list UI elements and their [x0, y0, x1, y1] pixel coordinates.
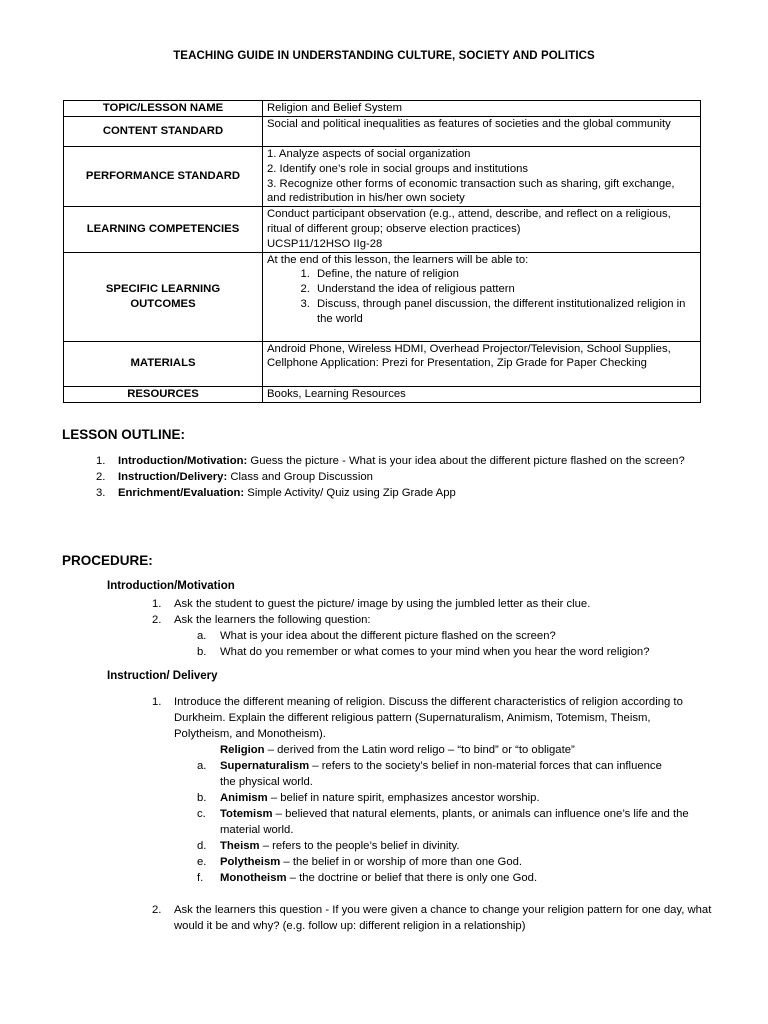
pattern-item: c. Totemism – believed that natural elements, plants, or animals can influence one’s life and the material world. — [197, 808, 689, 836]
outline-item: 1. Introduction/Motivation: Guess the picture - What is your idea about the different picture flashed on the screen? — [96, 455, 685, 467]
performance-item: 1. Analyze aspects of social organization — [267, 148, 471, 160]
sub-list-item: a. What is your idea about the different picture flashed on the screen? — [197, 630, 556, 642]
pattern-item: b. Animism – belief in nature spirit, emphasizes ancestor worship. — [197, 792, 540, 804]
lesson-info-table — [63, 100, 701, 403]
instruction-list — [152, 694, 712, 934]
learning-competencies-value — [263, 207, 701, 252]
materials-value: Android Phone, Wireless HDMI, Overhead Projector/Television, School Supplies, Cellphone Application: Prezi for Presentation, Zip Grade for Paper Checking — [263, 341, 701, 386]
learning-competencies-label: LEARNING COMPETENCIES — [64, 207, 263, 252]
sub-list-item: b. What do you remember or what comes to your mind when you hear the word religion? — [197, 646, 650, 658]
outcome-item: 3. Discuss, through panel discussion, the different institutionalized religion in the world — [313, 297, 696, 327]
materials-label: MATERIALS — [64, 341, 263, 386]
pattern-item: d. Theism – refers to the people’s belief in divinity. — [197, 840, 460, 852]
performance-item: 2. Identify one’s role in social groups and institutions — [267, 162, 529, 175]
table-row-competencies — [64, 207, 701, 252]
competencies-text: Conduct participant observation (e.g., attend, describe, and reflect on a religious, ritual of different group; observe election practices) — [267, 208, 671, 235]
outline-item: 2. Instruction/Delivery: Class and Group Discussion — [96, 471, 373, 483]
instruction-heading: Instruction/ Delivery — [107, 670, 218, 682]
content-standard-value: Social and political inequalities as features of societies and the global community — [263, 117, 701, 147]
introduction-heading: Introduction/Motivation — [107, 580, 235, 592]
list-item: 2. Ask the learners this question - If you were given a chance to change your religion pattern for one day, what would it be and why? (e.g. follow up: different religion in a relationship) — [152, 904, 712, 932]
topic-value: Religion and Belief System — [263, 101, 701, 117]
competencies-code: UCSP11/12HSO IIg-28 — [267, 237, 383, 250]
list-item: 1. Ask the student to guest the picture/ image by using the jumbled letter as their clue. — [152, 598, 591, 610]
topic-label: TOPIC/LESSON NAME — [64, 101, 263, 117]
lesson-outline-heading: LESSON OUTLINE: — [62, 427, 186, 442]
pattern-item: a. Supernaturalism – refers to the society’s belief in non-material forces that can influence the physical world. — [197, 760, 662, 788]
pattern-item: f. Monotheism – the doctrine or belief that there is only one God. — [197, 872, 538, 884]
resources-value: Books, Learning Resources — [263, 386, 701, 402]
specific-outcomes-label-text: SPECIFIC LEARNING OUTCOMES — [105, 282, 221, 310]
specific-outcomes-label — [64, 252, 263, 341]
religion-definition: Religion – derived from the Latin word religo – “to bind” or “to obligate” — [220, 744, 575, 756]
performance-standard-value — [263, 147, 701, 207]
lesson-outline-list — [96, 453, 716, 501]
outcome-item: 1. Define, the nature of religion — [313, 267, 696, 282]
performance-item: 3. Recognize other forms of economic transaction such as sharing, gift exchange, and redistribution in his/her own society — [267, 177, 675, 205]
pattern-item: e. Polytheism – the belief in or worship of more than one God. — [197, 856, 523, 868]
table-row-performance — [64, 147, 701, 207]
document-title: TEACHING GUIDE IN UNDERSTANDING CULTURE, SOCIETY AND POLITICS — [173, 50, 595, 62]
list-item: 2. Ask the learners the following question: — [152, 614, 371, 626]
table-row-topic — [64, 101, 701, 117]
table-row-content — [64, 117, 701, 147]
outline-item: 3. Enrichment/Evaluation: Simple Activity/ Quiz using Zip Grade App — [96, 487, 456, 499]
table-row-resources — [64, 386, 701, 402]
content-standard-label: CONTENT STANDARD — [64, 117, 263, 147]
outcomes-intro: At the end of this lesson, the learners will be able to: — [267, 253, 529, 266]
procedure-heading: PROCEDURE: — [62, 553, 153, 568]
performance-standard-label: PERFORMANCE STANDARD — [64, 147, 263, 207]
table-row-outcomes — [64, 252, 701, 341]
table-row-materials — [64, 341, 701, 386]
resources-label: RESOURCES — [64, 386, 263, 402]
outcomes-list — [267, 267, 696, 326]
outcome-item: 2. Understand the idea of religious pattern — [313, 282, 696, 297]
list-item: 1. Introduce the different meaning of religion. Discuss the different characteristics of religion according to Durkheim. Explain the different religious pattern (Supernaturalism, Animism, Totemism, Theism, Polytheism, and Monotheism). — [152, 696, 683, 740]
introduction-list — [152, 596, 732, 660]
specific-outcomes-value — [263, 252, 701, 341]
